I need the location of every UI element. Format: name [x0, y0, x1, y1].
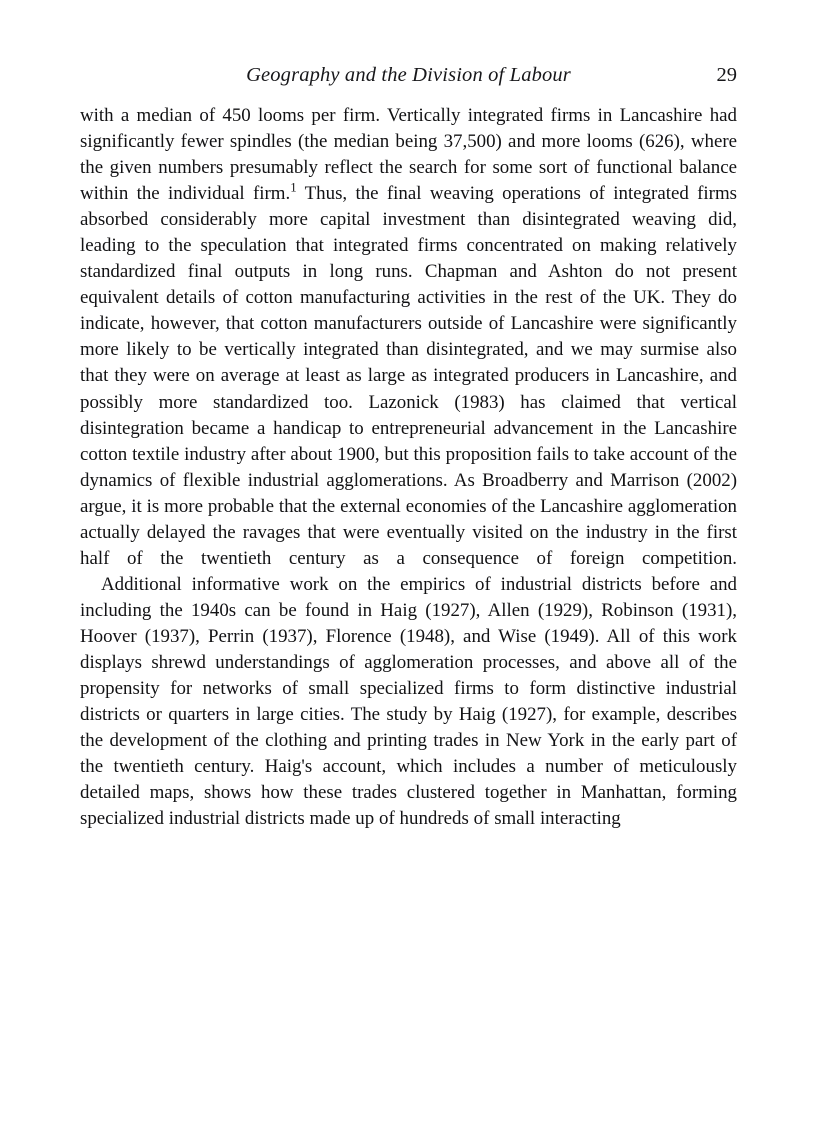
page-number: 29 — [716, 64, 737, 86]
paragraph-1-text-before-footnote: with a median of 450 looms per firm. Vertically integrated firms in Lancashire had significantly fewer spindles (the median being 37,500) and more looms (626), where the given numbers presumably reflect the search for some sort of functional balance within the individual firm. — [80, 105, 737, 205]
body-text-block — [80, 103, 737, 832]
paragraph-additional-informative-work: Additional informative work on the empirics of industrial districts before and including the 1940s can be found in Haig (1927), Allen (1929), Robinson (1931), Hoover (1937), Perrin (1937), Florence (1948), and Wise (1949). All of this work displays shrewd understandings of agglomeration processes, and above all of the propensity for networks of small specialized firms to form distinctive industrial districts or quarters in large cities. The study by Haig (1927), for example, describes the development of the clothing and printing trades in New York in the early part of the twentieth century. Haig's account, which includes a number of meticulously detailed maps, shows how these trades clustered together in Manhattan, forming specialized industrial districts made up of hundreds of small interacting — [80, 573, 737, 830]
paragraph-continuation — [80, 103, 737, 572]
running-head — [80, 64, 737, 92]
running-head-title: Geography and the Division of Labour — [246, 64, 571, 86]
paragraph-1-text-after-footnote: Thus, the final weaving operations of integrated firms absorbed considerably more capital investment than disintegrated weaving did, leading to the speculation that integrated firms concentrated on making relatively standardized final outputs in long runs. Chapman and Ashton do not present equivalent details of cotton manufacturing activities in the rest of the UK. They do indicate, however, that cotton manufacturers outside of Lancashire were significantly more likely to be vertically integrated than disintegrated, and we may surmise also that they were on average at least as large as integrated producers in Lancashire, and possibly more standardized too. Lazonick (1983) has claimed that vertical disintegration became a handicap to entrepreneurial advancement in the Lancashire cotton textile industry after about 1900, but this proposition fails to take account of the dynamics of flexible industrial agglomerations. As Broadberry and Marrison (2002) argue, it is more probable that the external economies of the Lancashire agglomeration actually delayed the ravages that were eventually visited on the industry in the first half of the twentieth century as a consequence of foreign competition. — [80, 183, 737, 569]
footnote-marker: 1 — [290, 180, 297, 195]
